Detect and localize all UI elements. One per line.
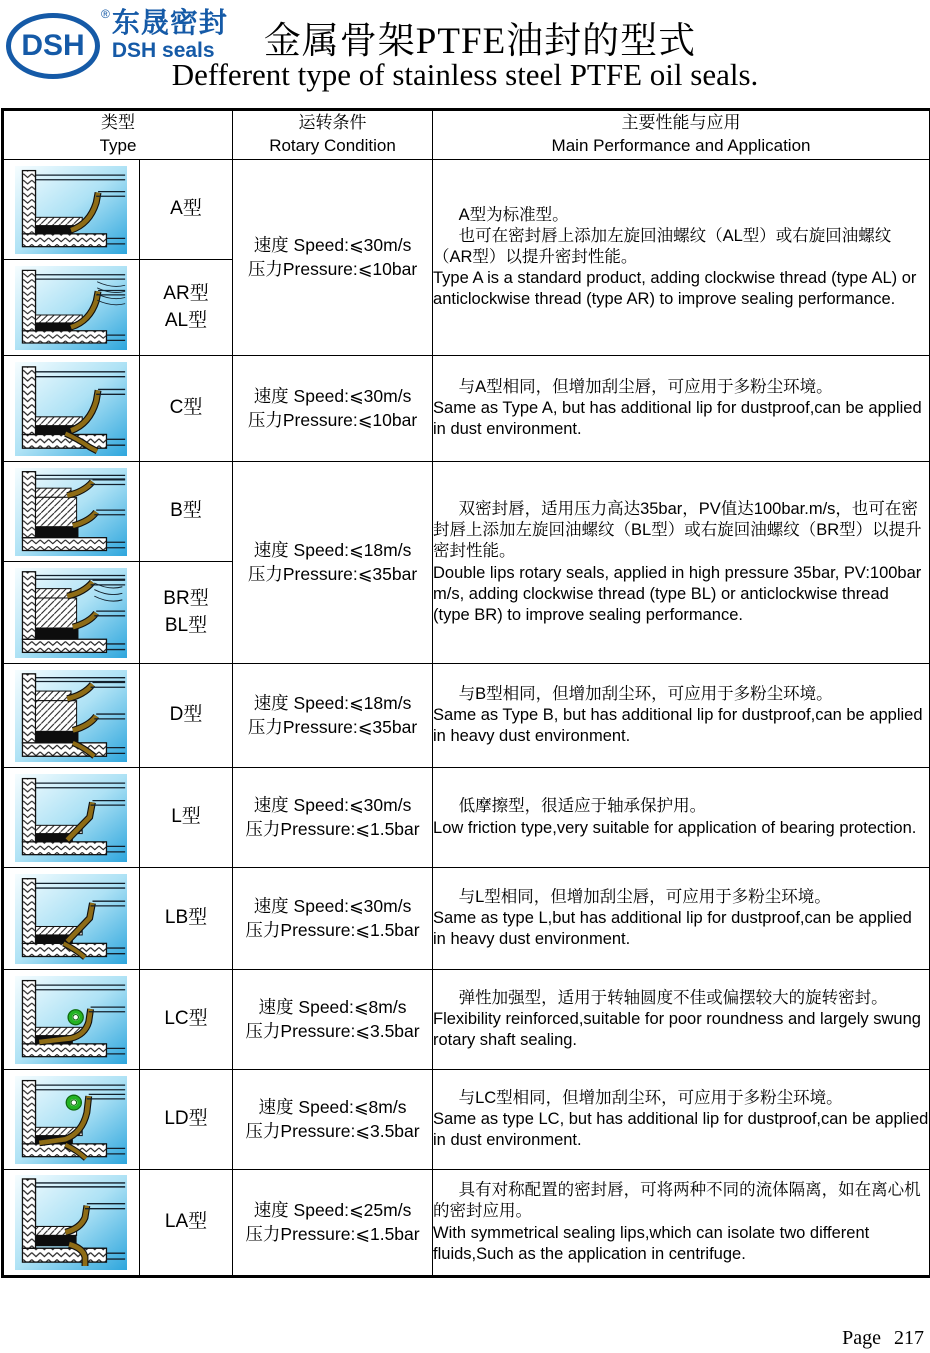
performance-paragraph: 与B型相同，但增加刮尘环，可应用于多粉尘环境。 <box>458 684 833 703</box>
condition-line: 速度 Speed:⩽30m/s <box>253 235 412 256</box>
col-header-perf-en: Main Performance and Application <box>551 136 811 155</box>
performance-paragraph: With symmetrical sealing lips,which can isolate two different fluids,Such as the application in centrifuge. <box>433 1223 870 1263</box>
performance-paragraph: Flexibility reinforced,suitable for poor roundness and largely swung rotary shaft sealing. <box>433 1009 921 1050</box>
diagram-cell-c <box>3 356 140 462</box>
seal-cross-section-la <box>15 1175 127 1270</box>
seal-diagram-svg-l <box>15 774 127 862</box>
performance-paragraph: 也可在密封唇上添加左旋回油螺纹（AL型）或右旋回油螺纹（AR型）以提升密封性能。 <box>433 226 892 266</box>
seal-cross-section-lb <box>15 874 127 964</box>
condition-cell <box>233 462 433 664</box>
diagram-cell-a <box>3 160 140 260</box>
performance-paragraph: A型为标准型。 <box>458 205 569 224</box>
type-label-cell-l <box>140 768 233 868</box>
seal-cross-section-ar_al <box>15 266 127 350</box>
seal-row-b <box>3 462 930 562</box>
performance-cell <box>433 462 930 664</box>
condition-line: 速度 Speed:⩽30m/s <box>253 386 412 407</box>
seal-table-body <box>3 160 930 1277</box>
seal-cross-section-br_bl <box>15 568 127 658</box>
col-header-type-en: Type <box>99 136 137 155</box>
diagram-cell-ld <box>3 1070 140 1170</box>
type-label-cell-br_bl <box>140 562 233 664</box>
performance-paragraph: 与A型相同，但增加刮尘唇，可应用于多粉尘环境。 <box>458 377 833 396</box>
seal-cross-section-a <box>15 166 127 254</box>
diagram-cell-lb <box>3 868 140 970</box>
type-label: LA型 <box>164 1211 208 1233</box>
seal-cross-section-b <box>15 468 127 556</box>
performance-paragraph: 与L型相同，但增加刮尘唇，可应用于多粉尘环境。 <box>458 887 831 906</box>
seal-diagram-svg-ld <box>15 1076 127 1164</box>
seal-cross-section-l <box>15 774 127 862</box>
type-label: BR型 <box>163 587 209 609</box>
condition-cell <box>233 768 433 868</box>
type-label-cell-ld <box>140 1070 233 1170</box>
performance-paragraph: 低摩擦型，很适应于轴承保护用。 <box>458 797 707 816</box>
performance-cell <box>433 868 930 970</box>
condition-line: 速度 Speed:⩽30m/s <box>253 896 412 917</box>
page-number: Page 217 <box>842 1327 924 1349</box>
type-label-cell-lb <box>140 868 233 970</box>
condition-cell <box>233 1170 433 1277</box>
type-label: AR型 <box>163 282 209 304</box>
performance-paragraph: 与LC型相同，但增加刮尘环，可应用于多粉尘环境。 <box>458 1088 843 1107</box>
type-label: L型 <box>171 806 201 828</box>
seal-types-table <box>1 108 930 1278</box>
seal-diagram-svg-c <box>15 362 127 456</box>
type-label-cell-c <box>140 356 233 462</box>
condition-line: 速度 Speed:⩽8m/s <box>258 997 407 1018</box>
condition-line: 压力Pressure:⩽1.5bar <box>245 1223 420 1244</box>
condition-line: 压力Pressure:⩽1.5bar <box>245 919 420 940</box>
seal-cross-section-c <box>15 362 127 456</box>
type-label: AL型 <box>164 309 208 331</box>
type-label: LB型 <box>164 907 208 929</box>
performance-cell <box>433 768 930 868</box>
condition-line: 压力Pressure:⩽1.5bar <box>245 818 420 839</box>
seal-row-lc <box>3 970 930 1070</box>
type-label: LD型 <box>164 1108 208 1130</box>
condition-line: 速度 Speed:⩽25m/s <box>253 1200 412 1221</box>
seal-diagram-svg-br_bl <box>15 568 127 658</box>
seal-diagram-svg-a <box>15 166 127 254</box>
condition-cell <box>233 1070 433 1170</box>
brand-name-en: DSH seals <box>111 38 215 62</box>
performance-paragraph: Same as Type B, but has additional lip for dustproof,can be applied in heavy dust environment. <box>433 705 923 746</box>
type-label-cell-a <box>140 160 233 260</box>
col-header-perf-cn: 主要性能与应用 <box>621 113 741 133</box>
performance-paragraph: Double lips rotary seals, applied in high pressure 35bar, PV:100bar m/s, adding clockwise thread (type BL) or anticlockwise thread (type BR) to improve sealing performance. <box>433 563 922 624</box>
seal-row-c <box>3 356 930 462</box>
col-header-type-cn: 类型 <box>101 113 135 133</box>
performance-cell <box>433 356 930 462</box>
condition-line: 压力Pressure:⩽3.5bar <box>245 1020 420 1041</box>
diagram-cell-lc <box>3 970 140 1070</box>
seal-row-d <box>3 664 930 768</box>
diagram-cell-ar_al <box>3 260 140 356</box>
table-header-row <box>3 110 930 160</box>
performance-paragraph: 双密封唇，适用压力高达35bar，PV值达100bar.m/s，也可在密封唇上添加左旋回油螺纹（BL型）或右旋回油螺纹（BR型）以提升密封性能。 <box>433 500 922 561</box>
seal-row-l <box>3 768 930 868</box>
condition-line: 速度 Speed:⩽18m/s <box>253 540 412 561</box>
col-header-cond-en: Rotary Condition <box>269 136 396 155</box>
performance-paragraph: 弹性加强型，适用于转轴圆度不佳或偏摆较大的旋转密封。 <box>458 988 888 1007</box>
seal-row-la <box>3 1170 930 1277</box>
condition-line: 速度 Speed:⩽18m/s <box>253 693 412 714</box>
performance-cell <box>433 1070 930 1170</box>
dsh-logo-text: DSH <box>21 29 85 62</box>
type-label: B型 <box>170 500 202 522</box>
condition-cell <box>233 356 433 462</box>
seal-diagram-svg-d <box>15 670 127 762</box>
diagram-cell-l <box>3 768 140 868</box>
condition-line: 压力Pressure:⩽10bar <box>247 258 418 279</box>
type-label: C型 <box>169 397 203 419</box>
col-header-type <box>3 110 233 160</box>
col-header-performance <box>433 110 930 160</box>
seal-cross-section-ld <box>15 1076 127 1164</box>
condition-cell <box>233 970 433 1070</box>
type-label: LC型 <box>164 1008 208 1030</box>
performance-paragraph: Low friction type,very suitable for application of bearing protection. <box>433 818 917 837</box>
performance-paragraph: Same as Type A, but has additional lip for dustproof,can be applied in dust environment. <box>433 398 922 439</box>
col-header-cond-cn: 运转条件 <box>298 113 367 133</box>
performance-paragraph: Type A is a standard product, adding clockwise thread (type AL) or anticlockwise thread (type AR) to improve sealing performance. <box>433 269 917 309</box>
type-label: BL型 <box>164 614 208 636</box>
type-label-cell-la <box>140 1170 233 1277</box>
type-label: D型 <box>169 704 203 726</box>
condition-cell <box>233 868 433 970</box>
performance-cell <box>433 1170 930 1277</box>
type-label-cell-lc <box>140 970 233 1070</box>
diagram-cell-d <box>3 664 140 768</box>
diagram-cell-b <box>3 462 140 562</box>
seal-diagram-svg-lc <box>15 976 127 1064</box>
diagram-cell-la <box>3 1170 140 1277</box>
seal-diagram-svg-ar_al <box>15 266 127 350</box>
seal-diagram-svg-la <box>15 1175 127 1270</box>
condition-line: 压力Pressure:⩽35bar <box>247 716 418 737</box>
performance-paragraph: Same as type LC, but has additional lip for dustproof,can be applied in dust environment. <box>433 1109 929 1150</box>
col-header-rotary-condition <box>233 110 433 160</box>
registered-trademark-icon: ® <box>101 7 110 21</box>
condition-line: 压力Pressure:⩽10bar <box>247 409 418 430</box>
type-label-cell-ar_al <box>140 260 233 356</box>
condition-cell <box>233 160 433 356</box>
condition-line: 压力Pressure:⩽3.5bar <box>245 1120 420 1141</box>
type-label-cell-b <box>140 462 233 562</box>
type-label: A型 <box>170 198 202 220</box>
page-title-cn: 金属骨架PTFE油封的型式 <box>263 21 697 62</box>
performance-cell <box>433 664 930 768</box>
seal-row-a <box>3 160 930 260</box>
brand-name-cn: 东晟密封 <box>111 7 228 38</box>
seal-cross-section-d <box>15 670 127 762</box>
condition-line: 速度 Speed:⩽30m/s <box>253 795 412 816</box>
seal-diagram-svg-b <box>15 468 127 556</box>
condition-line: 速度 Speed:⩽8m/s <box>258 1097 407 1118</box>
seal-row-ld <box>3 1070 930 1170</box>
condition-cell <box>233 664 433 768</box>
diagram-cell-br_bl <box>3 562 140 664</box>
page-title-en: Defferent type of stainless steel PTFE oil seals. <box>171 57 759 92</box>
seal-diagram-svg-lb <box>15 874 127 964</box>
performance-paragraph: Same as type L,but has additional lip for dustproof,can be applied in heavy dust environment. <box>433 908 912 949</box>
performance-cell <box>433 970 930 1070</box>
performance-paragraph: 具有对称配置的密封唇，可将两种不同的流体隔离，如在离心机的密封应用。 <box>433 1181 921 1221</box>
condition-line: 压力Pressure:⩽35bar <box>247 563 418 584</box>
type-label-cell-d <box>140 664 233 768</box>
seal-row-lb <box>3 868 930 970</box>
seal-cross-section-lc <box>15 976 127 1064</box>
performance-cell <box>433 160 930 356</box>
